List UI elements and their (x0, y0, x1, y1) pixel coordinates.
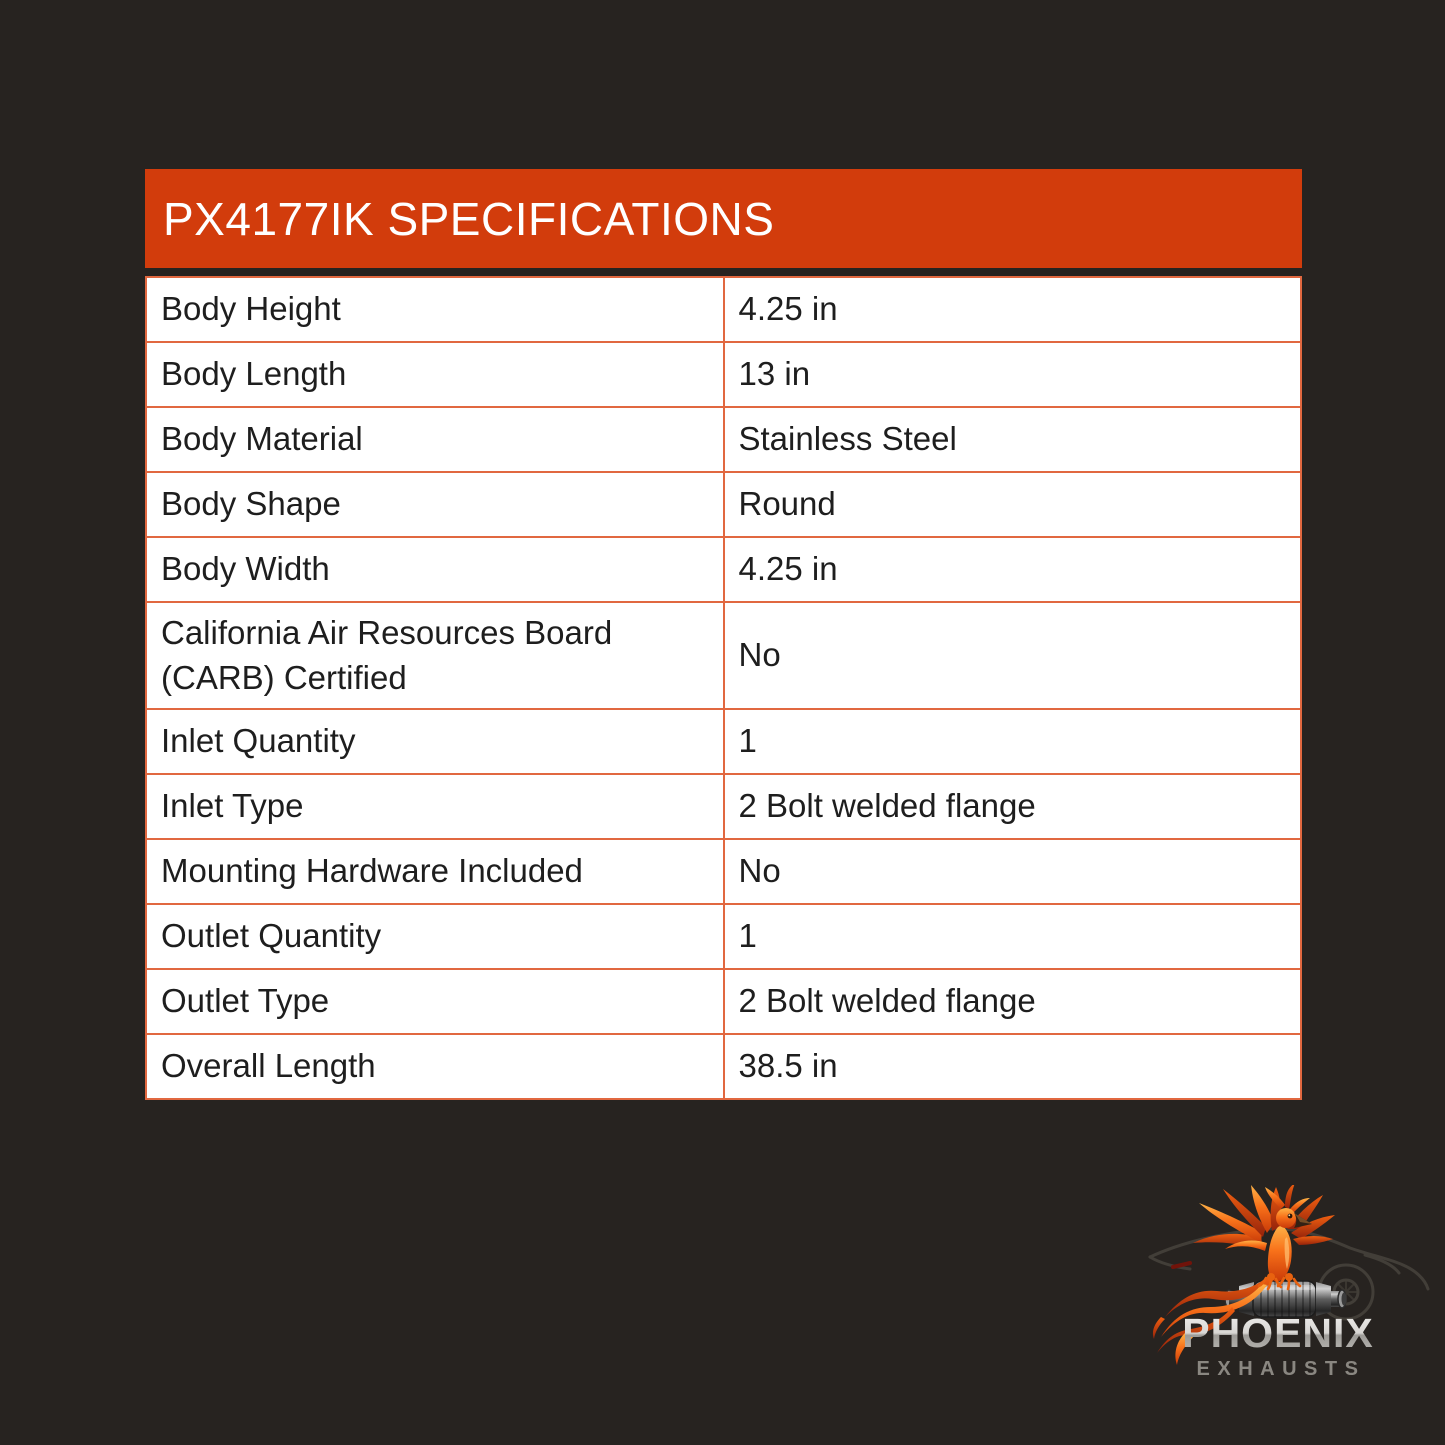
brand-logo (1135, 1185, 1435, 1400)
spec-label: Mounting Hardware Included (146, 839, 724, 904)
spec-label: Outlet Quantity (146, 904, 724, 969)
spec-row (146, 537, 1301, 602)
spec-row (146, 709, 1301, 774)
spec-row (146, 342, 1301, 407)
spec-label: Body Shape (146, 472, 724, 537)
spec-label: Body Width (146, 537, 724, 602)
spec-row (146, 277, 1301, 342)
spec-value: 1 (724, 904, 1302, 969)
spec-row (146, 969, 1301, 1034)
spec-row (146, 472, 1301, 537)
logo-brand-text: PHOENIX (1182, 1310, 1374, 1356)
spec-value: 13 in (724, 342, 1302, 407)
spec-row (146, 774, 1301, 839)
spec-row (146, 839, 1301, 904)
spec-value: 2 Bolt welded flange (724, 969, 1302, 1034)
spec-value: No (724, 839, 1302, 904)
spec-row (146, 904, 1301, 969)
spec-label: Body Material (146, 407, 724, 472)
spec-label: Outlet Type (146, 969, 724, 1034)
spec-row (146, 602, 1301, 709)
spec-table (145, 276, 1302, 1100)
spec-value: 38.5 in (724, 1034, 1302, 1099)
spec-row (146, 1034, 1301, 1099)
spec-label: Body Length (146, 342, 724, 407)
spec-value: 2 Bolt welded flange (724, 774, 1302, 839)
spec-value: 1 (724, 709, 1302, 774)
spec-value: 4.25 in (724, 277, 1302, 342)
logo-tagline-text: EXHAUSTS (1196, 1358, 1366, 1380)
spec-row (146, 407, 1301, 472)
spec-label: Inlet Quantity (146, 709, 724, 774)
header-bar (145, 169, 1302, 268)
spec-value: Round (724, 472, 1302, 537)
spec-value: Stainless Steel (724, 407, 1302, 472)
spec-label: Body Height (146, 277, 724, 342)
spec-value: 4.25 in (724, 537, 1302, 602)
spec-label: Inlet Type (146, 774, 724, 839)
spec-label: Overall Length (146, 1034, 724, 1099)
spec-label: California Air Resources Board (CARB) Certified (146, 602, 724, 709)
page-title: PX4177IK SPECIFICATIONS (163, 192, 775, 245)
spec-value: No (724, 602, 1302, 709)
